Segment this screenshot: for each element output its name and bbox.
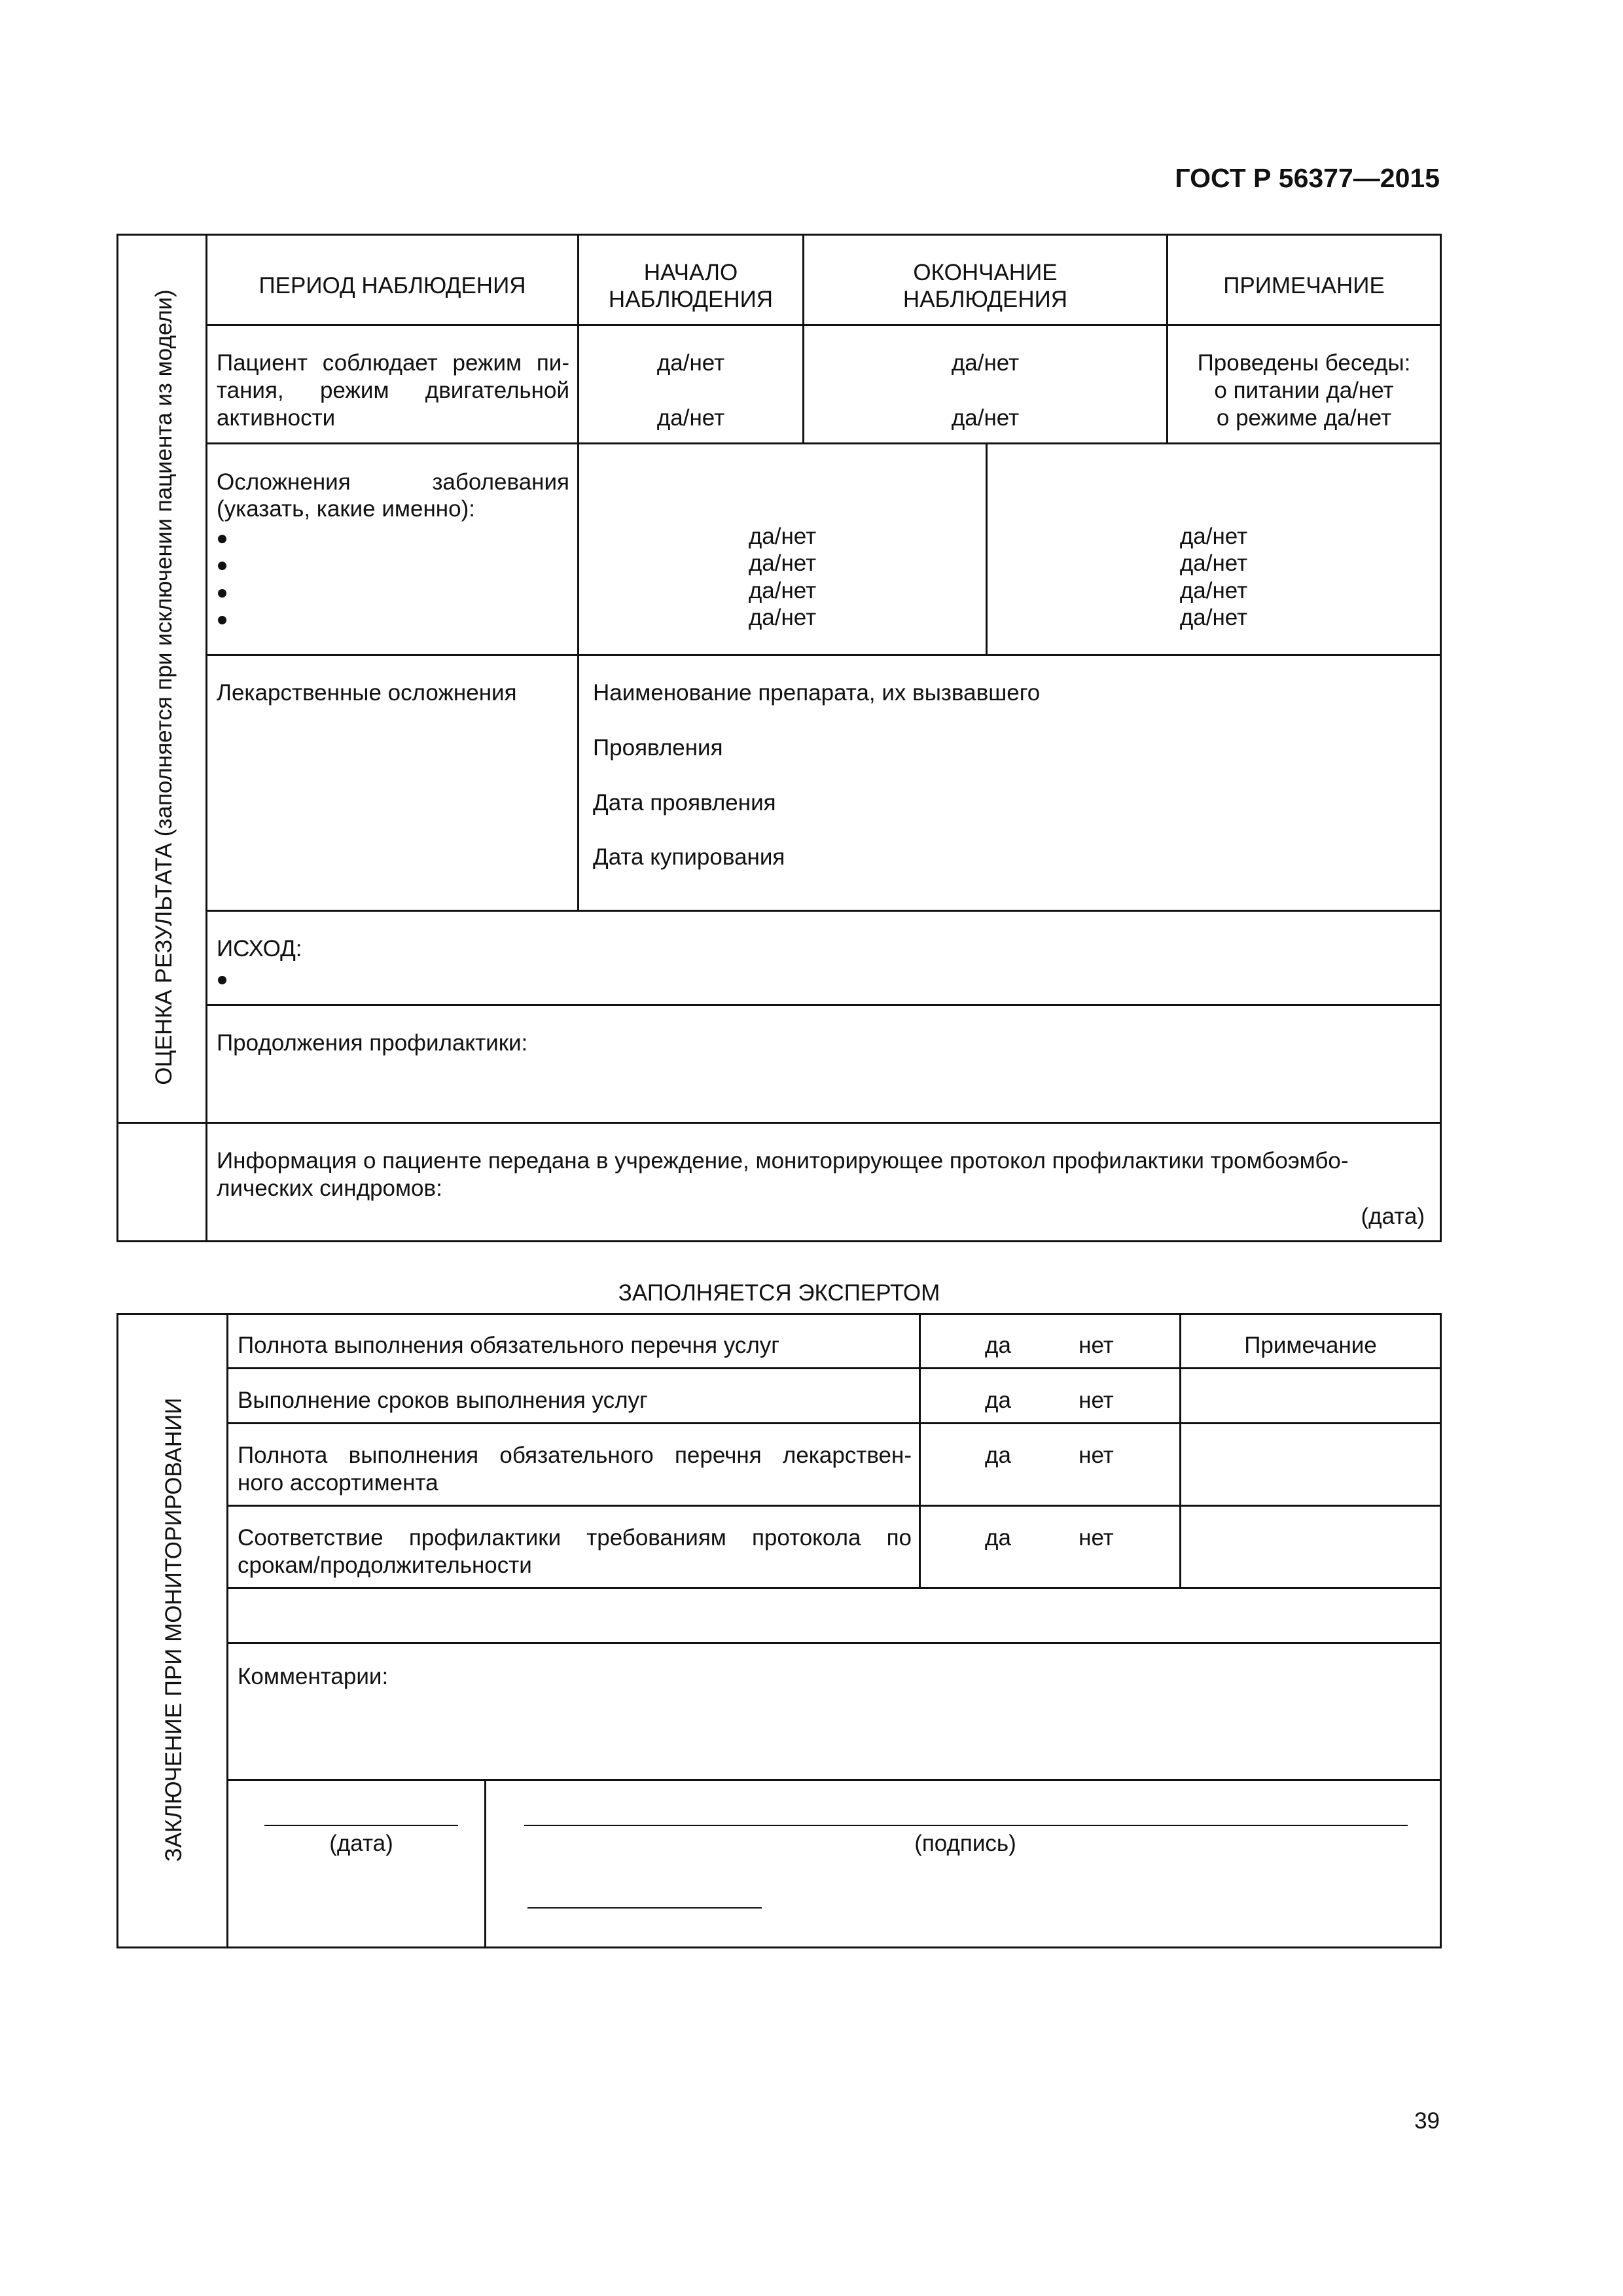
regime-label-line2: тания, режим двигательной	[217, 378, 569, 403]
header-period: ПЕРИОД НАБЛЮДЕНИЯ	[259, 273, 526, 298]
regime-note-line: о питании да/нет	[1214, 378, 1394, 403]
criterion-text: Выполнение сроков выполнения услуг	[238, 1388, 648, 1413]
complications-label-line2: (указать, какие именно):	[217, 496, 475, 522]
yes-option: да	[985, 1333, 1011, 1358]
outcome-label: ИСХОД:	[217, 936, 302, 961]
regime-start-value: да/нет	[656, 350, 725, 376]
criterion-text: Полнота выполнения обязательного перечня услуг	[238, 1333, 780, 1358]
expert-title: ЗАПОЛНЯЕТСЯ ЭКСПЕРТОМ	[618, 1280, 940, 1306]
info-line1: Информация о пациенте передана в учреждение, мониторирующее протокол профилактики тромбоэмбо-	[217, 1148, 1349, 1174]
monitoring-side-label: ЗАКЛЮЧЕНИЕ ПРИ МОНИТОРИРОВАНИИ	[161, 1397, 187, 1862]
info-line2: лических синдромов:	[217, 1175, 442, 1201]
drug-field-name: Наименование препарата, их вызвавшего	[593, 680, 1041, 706]
regime-label-line3: активности	[217, 405, 336, 431]
complications-label-line1: Осложнения заболевания	[217, 469, 569, 495]
complication-end-value: да/нет	[1179, 605, 1248, 630]
header-end-line2: НАБЛЮДЕНИЯ	[902, 287, 1068, 312]
continuation-label: Продолжения профилактики:	[217, 1030, 528, 1056]
regime-start-value: да/нет	[656, 405, 725, 431]
name-line	[527, 1907, 762, 1909]
complication-end-value: да/нет	[1179, 524, 1248, 549]
criterion-text: Соответствие профилактики требованиям протокола по	[238, 1525, 912, 1551]
complication-start-value: да/нет	[748, 605, 817, 630]
header-start-line1: НАЧАЛО	[643, 260, 738, 285]
header-end-line1: ОКОНЧАНИЕ	[913, 260, 1058, 285]
criterion-text: ного ассортимента	[238, 1470, 438, 1496]
drug-field-onset-date: Дата проявления	[593, 790, 776, 816]
standard-number: ГОСТ Р 56377—2015	[1175, 163, 1440, 193]
complication-end-value: да/нет	[1179, 578, 1248, 603]
drug-field-relief-date: Дата купирования	[593, 844, 785, 870]
signature-caption: (подпись)	[914, 1831, 1016, 1856]
yes-option: да	[985, 1525, 1011, 1551]
regime-note-line: Проведены беседы:	[1197, 350, 1411, 376]
complication-start-value: да/нет	[748, 550, 817, 576]
criterion-text: Полнота выполнения обязательного перечня лекарствен-	[238, 1443, 912, 1468]
regime-note-line: о режиме да/нет	[1216, 405, 1392, 431]
result-side-label: ОЦЕНКА РЕЗУЛЬТАТА (заполняется при исключении пациента из модели)	[151, 289, 177, 1085]
bullet	[218, 589, 226, 598]
bullet	[218, 616, 226, 624]
date-line	[264, 1825, 458, 1826]
date-caption: (дата)	[329, 1831, 393, 1856]
complication-end-value: да/нет	[1179, 550, 1248, 576]
criterion-text: срокам/продолжительности	[238, 1552, 532, 1578]
bullet	[218, 562, 226, 570]
bullet	[218, 976, 226, 984]
comments-label: Комментарии:	[238, 1664, 389, 1689]
header-note: ПРИМЕЧАНИЕ	[1223, 273, 1385, 298]
signature-line	[524, 1825, 1408, 1826]
info-date: (дата)	[1361, 1204, 1425, 1229]
no-option: нет	[1079, 1388, 1114, 1413]
complication-start-value: да/нет	[748, 578, 817, 603]
regime-end-value: да/нет	[951, 350, 1020, 376]
bullet	[218, 535, 226, 543]
regime-end-value: да/нет	[951, 405, 1020, 431]
yes-option: да	[985, 1443, 1011, 1468]
regime-label-line1: Пациент соблюдает режим пи-	[217, 350, 569, 376]
drug-complications-label: Лекарственные осложнения	[217, 680, 517, 706]
drug-field-manifestations: Проявления	[593, 735, 723, 761]
header-start-line2: НАБЛЮДЕНИЯ	[608, 287, 774, 312]
yes-option: да	[985, 1388, 1011, 1413]
no-option: нет	[1079, 1443, 1114, 1468]
no-option: нет	[1079, 1525, 1114, 1551]
no-option: нет	[1079, 1333, 1114, 1358]
note-header: Примечание	[1244, 1333, 1377, 1358]
page-number: 39	[1414, 2108, 1440, 2134]
complication-start-value: да/нет	[748, 524, 817, 549]
